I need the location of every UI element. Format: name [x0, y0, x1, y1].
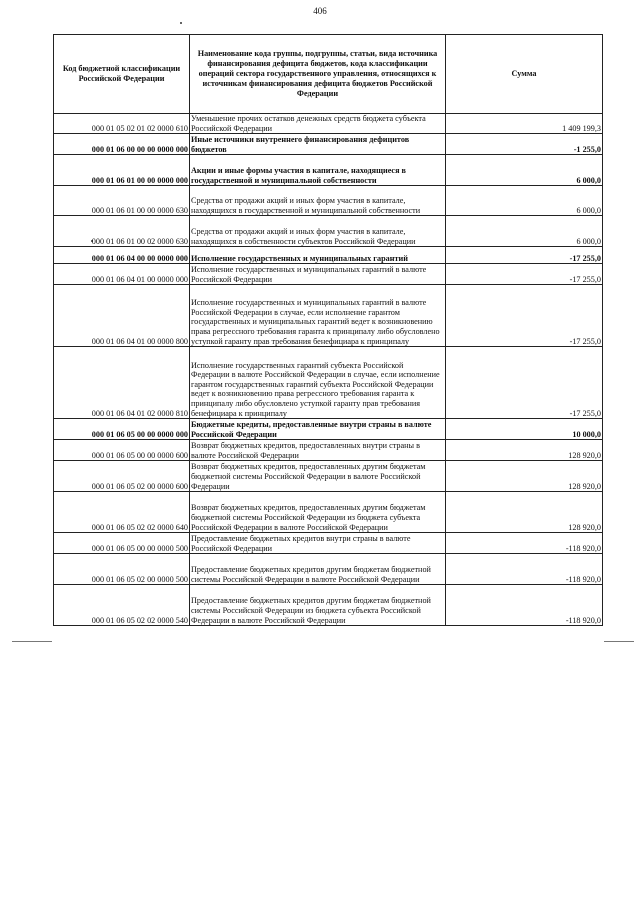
item-name-cell: Исполнение государственных и муниципальных гарантий [190, 247, 446, 264]
table-row [54, 533, 603, 554]
item-name-cell: Предоставление бюджетных кредитов другим бюджетам бюджетной системы Российской Федерации в валюте Российской Федерации [190, 554, 446, 585]
header-code: Код бюджетной классификации Российской Федерации [54, 35, 190, 114]
table-row [54, 554, 603, 585]
budget-code-cell: 000 01 06 01 00 00 0000 630 [54, 186, 190, 216]
budget-code-cell: 000 01 06 05 02 00 0000 600 [54, 461, 190, 492]
amount-cell: -17 255,0 [446, 347, 603, 419]
amount-cell: -118 920,0 [446, 554, 603, 585]
item-name-cell: Акции и иные формы участия в капитале, находящиеся в государственной и муниципальной собственности [190, 155, 446, 186]
table-row [54, 347, 603, 419]
table-body [54, 114, 603, 626]
item-name-cell: Исполнение государственных гарантий субъекта Российской Федерации в валюте Российской Федерации в случае, если исполнение гарантом государственных гарантий субъекта Российской Федерации ведет к возникновению права регрессного требования гаранта к принципалу либо обусловлено уступкой гаранту прав требования бенефициара к принципалу [190, 347, 446, 419]
header-name: Наименование кода группы, подгруппы, статьи, вида источника финансирования дефицита бюджетов, кода классификации операций сектора государственного управления, относящихся к источникам финансирования дефицита бюджетов Российской Федерации [190, 35, 446, 114]
amount-cell: 128 920,0 [446, 440, 603, 461]
item-name-cell: Возврат бюджетных кредитов, предоставленных другим бюджетам бюджетной системы Российской Федерации из бюджета субъекта Российской Федерации в валюте Российской Федерации [190, 492, 446, 533]
amount-cell: 6 000,0 [446, 186, 603, 216]
budget-code-cell: 000 01 06 00 00 00 0000 000 [54, 134, 190, 155]
budget-code-cell: 000 01 06 05 02 02 0000 640 [54, 492, 190, 533]
amount-cell: -1 255,0 [446, 134, 603, 155]
amount-cell: 1 409 199,3 [446, 114, 603, 134]
amount-cell: 10 000,0 [446, 419, 603, 440]
amount-cell: 6 000,0 [446, 155, 603, 186]
amount-cell: -118 920,0 [446, 585, 603, 626]
amount-cell: -17 255,0 [446, 247, 603, 264]
item-name-cell: Предоставление бюджетных кредитов внутри страны в валюте Российской Федерации [190, 533, 446, 554]
item-name-cell: Предоставление бюджетных кредитов другим бюджетам бюджетной системы Российской Федерации из бюджета субъекта Российской Федерации в валюте Российской Федерации [190, 585, 446, 626]
table-row [54, 134, 603, 155]
budget-code-cell: 000 01 06 01 00 00 0000 000 [54, 155, 190, 186]
item-name-cell: Возврат бюджетных кредитов, предоставленных внутри страны в валюте Российской Федерации [190, 440, 446, 461]
amount-cell: -118 920,0 [446, 533, 603, 554]
amount-cell: 128 920,0 [446, 492, 603, 533]
amount-cell: 128 920,0 [446, 461, 603, 492]
table-row [54, 419, 603, 440]
amount-cell: -17 255,0 [446, 285, 603, 347]
table-row [54, 186, 603, 216]
item-name-cell: Средства от продажи акций и иных форм участия в капитале, находящихся в государственной и муниципальной собственности [190, 186, 446, 216]
table-row [54, 461, 603, 492]
budget-code-cell: 000 01 05 02 01 02 0000 610 [54, 114, 190, 134]
budget-code-cell: 000 01 06 04 00 00 0000 000 [54, 247, 190, 264]
table-row [54, 285, 603, 347]
budget-code-cell: 000 01 06 05 00 00 0000 500 [54, 533, 190, 554]
scan-margin-line-left [12, 641, 52, 642]
table-row [54, 155, 603, 186]
amount-cell: -17 255,0 [446, 264, 603, 285]
table-header-row [54, 35, 603, 114]
budget-code-cell: 000 01 06 05 02 00 0000 500 [54, 554, 190, 585]
scan-speck [180, 22, 182, 24]
budget-code-cell: 000 01 06 04 01 00 0000 000 [54, 264, 190, 285]
item-name-cell: Бюджетные кредиты, предоставленные внутри страны в валюте Российской Федерации [190, 419, 446, 440]
item-name-cell: Исполнение государственных и муниципальных гарантий в валюте Российской Федерации в случае, если исполнение гарантом государственных и муниципальных гарантий ведет к возникновению права регрессного требования гаранта к принципалу либо обусловлено уступкой гаранту прав требования бенефициара к принципалу [190, 285, 446, 347]
item-name-cell: Исполнение государственных и муниципальных гарантий в валюте Российской Федерации [190, 264, 446, 285]
header-amount: Сумма [446, 35, 603, 114]
budget-code-cell: 000 01 06 04 01 02 0000 810 [54, 347, 190, 419]
table-row [54, 114, 603, 134]
scan-margin-line-right [604, 641, 634, 642]
table-row [54, 247, 603, 264]
page-number: 406 [313, 6, 327, 16]
table-row [54, 264, 603, 285]
table-row [54, 216, 603, 247]
table-row [54, 585, 603, 626]
item-name-cell: Возврат бюджетных кредитов, предоставленных другим бюджетам бюджетной системы Российской Федерации в валюте Российской Федерации [190, 461, 446, 492]
item-name-cell: Иные источники внутреннего финансирования дефицитов бюджетов [190, 134, 446, 155]
item-name-cell: Средства от продажи акций и иных форм участия в капитале, находящихся в собственности субъектов Российской Федерации [190, 216, 446, 247]
budget-code-cell: 000 01 06 05 02 02 0000 540 [54, 585, 190, 626]
budget-code-cell: 000 01 06 05 00 00 0000 000 [54, 419, 190, 440]
budget-code-cell: 000 01 06 05 00 00 0000 600 [54, 440, 190, 461]
budget-sources-table [53, 34, 603, 626]
budget-code-cell: 000 01 06 01 00 02 0000 630 [54, 216, 190, 247]
amount-cell: 6 000,0 [446, 216, 603, 247]
budget-code-cell: 000 01 06 04 01 00 0000 800 [54, 285, 190, 347]
table-row [54, 440, 603, 461]
table-row [54, 492, 603, 533]
item-name-cell: Уменьшение прочих остатков денежных средств бюджета субъекта Российской Федерации [190, 114, 446, 134]
